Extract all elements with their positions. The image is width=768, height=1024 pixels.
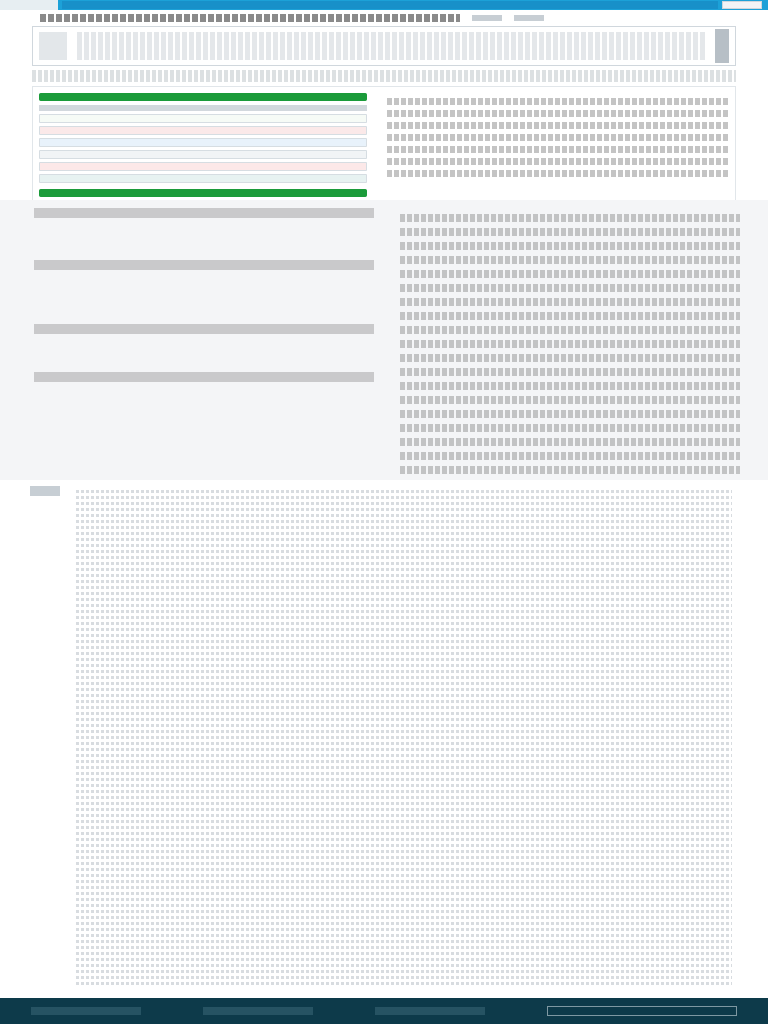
related-item[interactable]: [400, 284, 740, 292]
breadcrumb: [32, 70, 736, 82]
related-item[interactable]: [400, 214, 740, 222]
related-heading: [34, 208, 374, 218]
related-block: [34, 260, 374, 270]
top-menu[interactable]: [0, 0, 58, 10]
related-item[interactable]: [400, 270, 740, 278]
related-item[interactable]: [400, 340, 740, 348]
related-item[interactable]: [400, 466, 740, 474]
ad-banner: [32, 26, 736, 66]
main-panel: [32, 86, 736, 210]
top-button[interactable]: [722, 1, 762, 9]
download-subtext: [39, 105, 367, 111]
footer-link[interactable]: [203, 1007, 313, 1015]
related-sections: [0, 200, 768, 480]
info-line: [387, 110, 729, 117]
top-banner: [62, 1, 718, 9]
header-meta: [514, 15, 544, 21]
related-left: [34, 208, 374, 396]
right-panel: [381, 87, 735, 209]
related-item[interactable]: [400, 242, 740, 250]
related-item[interactable]: [400, 438, 740, 446]
info-line: [387, 158, 729, 165]
file-row: [39, 114, 367, 123]
top-bar: [0, 0, 768, 10]
related-item[interactable]: [400, 312, 740, 320]
related-right: [400, 208, 740, 494]
file-row: [39, 126, 367, 135]
info-line: [387, 98, 729, 105]
info-line: [387, 134, 729, 141]
related-heading: [34, 372, 374, 382]
ad-logo: [39, 32, 67, 60]
footer: [0, 998, 768, 1024]
related-item[interactable]: [400, 452, 740, 460]
header-meta: [472, 15, 502, 21]
info-line: [387, 170, 729, 177]
file-row: [39, 162, 367, 171]
related-item[interactable]: [400, 298, 740, 306]
document-body: [0, 480, 768, 998]
related-block: [34, 324, 374, 334]
footer-link[interactable]: [375, 1007, 485, 1015]
info-line: [387, 122, 729, 129]
ad-content: [77, 32, 705, 60]
left-panel: [33, 87, 373, 209]
ad-side: [715, 29, 729, 63]
file-row: [39, 174, 367, 183]
related-block: [34, 208, 374, 218]
footer-link[interactable]: [31, 1007, 141, 1015]
related-heading: [34, 260, 374, 270]
document-icon: [30, 486, 60, 496]
download-button[interactable]: [39, 93, 367, 101]
related-item[interactable]: [400, 410, 740, 418]
document-header: [0, 10, 768, 26]
related-item[interactable]: [400, 396, 740, 404]
footer-input[interactable]: [547, 1006, 737, 1016]
file-row: [39, 150, 367, 159]
file-row: [39, 138, 367, 147]
document-title: [40, 14, 460, 22]
related-item[interactable]: [400, 354, 740, 362]
document-text: [76, 488, 732, 988]
related-block: [34, 372, 374, 382]
related-item[interactable]: [400, 256, 740, 264]
related-item[interactable]: [400, 326, 740, 334]
download-button-secondary[interactable]: [39, 189, 367, 197]
related-item[interactable]: [400, 424, 740, 432]
related-item[interactable]: [400, 228, 740, 236]
related-item[interactable]: [400, 368, 740, 376]
info-line: [387, 146, 729, 153]
related-heading: [34, 324, 374, 334]
related-item[interactable]: [400, 382, 740, 390]
